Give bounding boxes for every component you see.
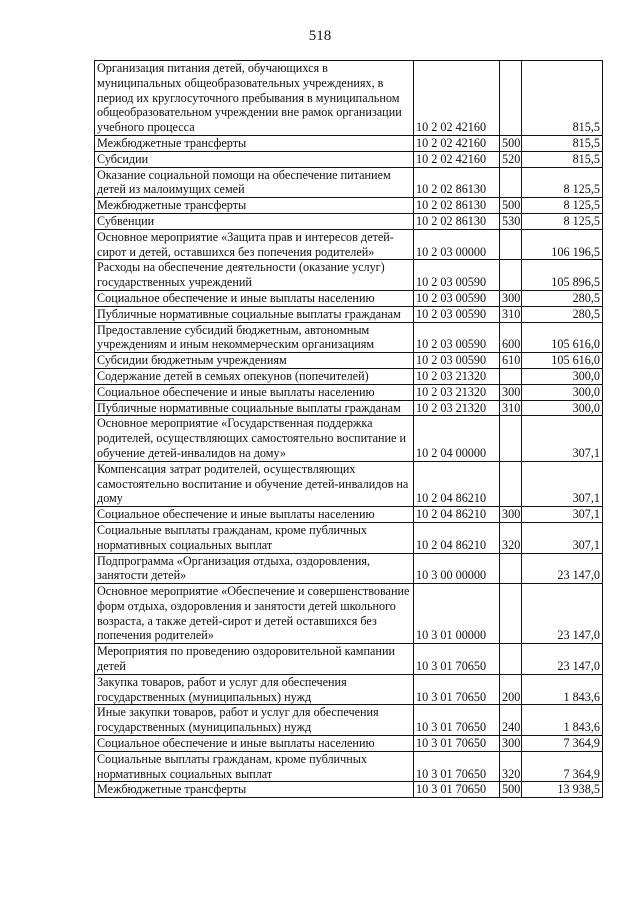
row-name-cell: Содержание детей в семьях опекунов (попечителей): [95, 368, 414, 384]
row-name-cell: Социальное обеспечение и иные выплаты населению: [95, 384, 414, 400]
row-expense-type-cell: 610: [500, 353, 522, 369]
table-row: [95, 229, 603, 260]
row-amount-cell: 23 147,0: [522, 553, 603, 584]
row-name-cell: Социальные выплаты гражданам, кроме публичных нормативных социальных выплат: [95, 522, 414, 553]
table-row: [95, 61, 603, 136]
row-expense-type-cell: 320: [500, 522, 522, 553]
row-code-cell: 10 2 04 86210: [414, 522, 500, 553]
row-amount-cell: 23 147,0: [522, 644, 603, 675]
row-amount-cell: 300,0: [522, 384, 603, 400]
row-expense-type-cell: 200: [500, 674, 522, 705]
row-expense-type-cell: 300: [500, 507, 522, 523]
table-row: [95, 400, 603, 416]
table-row: [95, 322, 603, 353]
row-expense-type-cell: [500, 553, 522, 584]
row-name-cell: Межбюджетные трансферты: [95, 782, 414, 798]
row-amount-cell: 1 843,6: [522, 705, 603, 736]
row-amount-cell: 7 364,9: [522, 751, 603, 782]
row-amount-cell: 105 896,5: [522, 260, 603, 291]
row-amount-cell: 7 364,9: [522, 736, 603, 752]
row-amount-cell: 105 616,0: [522, 322, 603, 353]
table-row: [95, 368, 603, 384]
row-code-cell: 10 3 01 70650: [414, 782, 500, 798]
table-row: [95, 260, 603, 291]
row-expense-type-cell: 600: [500, 322, 522, 353]
row-amount-cell: 1 843,6: [522, 674, 603, 705]
row-name-cell: Иные закупки товаров, работ и услуг для обеспечения государственных (муниципальных) нужд: [95, 705, 414, 736]
table-row: [95, 507, 603, 523]
row-expense-type-cell: [500, 368, 522, 384]
row-expense-type-cell: 500: [500, 198, 522, 214]
row-expense-type-cell: 310: [500, 306, 522, 322]
budget-table: [94, 60, 603, 798]
row-name-cell: Компенсация затрат родителей, осуществляющих самостоятельно воспитание и обучение детей-инвалидов на дому: [95, 461, 414, 506]
row-code-cell: 10 3 00 00000: [414, 553, 500, 584]
row-expense-type-cell: 320: [500, 751, 522, 782]
row-name-cell: Основное мероприятие «Защита прав и интересов детей-сирот и детей, оставшихся без попечения родителей»: [95, 229, 414, 260]
table-row: [95, 705, 603, 736]
row-amount-cell: 307,1: [522, 507, 603, 523]
table-row: [95, 522, 603, 553]
table-row: [95, 461, 603, 506]
row-amount-cell: 307,1: [522, 461, 603, 506]
table-body: [95, 61, 603, 798]
row-code-cell: 10 2 03 21320: [414, 368, 500, 384]
row-name-cell: Социальное обеспечение и иные выплаты населению: [95, 736, 414, 752]
row-code-cell: 10 3 01 70650: [414, 674, 500, 705]
row-name-cell: Субсидии: [95, 151, 414, 167]
row-name-cell: Расходы на обеспечение деятельности (оказание услуг) государственных учреждений: [95, 260, 414, 291]
row-code-cell: 10 2 04 00000: [414, 416, 500, 461]
row-name-cell: Закупка товаров, работ и услуг для обеспечения государственных (муниципальных) нужд: [95, 674, 414, 705]
row-name-cell: Основное мероприятие «Обеспечение и совершенствование форм отдыха, оздоровления и занятости детей школьного возраста, а также детей-сирот и детей оставшихся без попечения родителей»: [95, 584, 414, 644]
row-code-cell: 10 2 03 00590: [414, 306, 500, 322]
row-code-cell: 10 2 04 86210: [414, 461, 500, 506]
table-row: [95, 553, 603, 584]
table-row: [95, 416, 603, 461]
row-amount-cell: 815,5: [522, 151, 603, 167]
row-code-cell: 10 3 01 70650: [414, 705, 500, 736]
row-code-cell: 10 2 03 21320: [414, 384, 500, 400]
row-code-cell: 10 2 02 86130: [414, 198, 500, 214]
row-name-cell: Социальные выплаты гражданам, кроме публичных нормативных социальных выплат: [95, 751, 414, 782]
row-name-cell: Социальное обеспечение и иные выплаты населению: [95, 290, 414, 306]
row-amount-cell: 307,1: [522, 416, 603, 461]
row-name-cell: Межбюджетные трансферты: [95, 135, 414, 151]
row-expense-type-cell: 300: [500, 384, 522, 400]
row-expense-type-cell: [500, 167, 522, 198]
row-name-cell: Социальное обеспечение и иные выплаты населению: [95, 507, 414, 523]
row-amount-cell: 815,5: [522, 135, 603, 151]
row-expense-type-cell: 300: [500, 290, 522, 306]
row-amount-cell: 8 125,5: [522, 198, 603, 214]
row-amount-cell: 105 616,0: [522, 353, 603, 369]
row-amount-cell: 8 125,5: [522, 167, 603, 198]
row-name-cell: Оказание социальной помощи на обеспечение питанием детей из малоимущих семей: [95, 167, 414, 198]
row-code-cell: 10 2 03 00590: [414, 290, 500, 306]
row-amount-cell: 300,0: [522, 400, 603, 416]
row-name-cell: Межбюджетные трансферты: [95, 198, 414, 214]
row-name-cell: Подпрограмма «Организация отдыха, оздоровления, занятости детей»: [95, 553, 414, 584]
table-row: [95, 353, 603, 369]
row-amount-cell: 13 938,5: [522, 782, 603, 798]
row-code-cell: 10 3 01 70650: [414, 736, 500, 752]
row-code-cell: 10 2 02 42160: [414, 151, 500, 167]
table-row: [95, 213, 603, 229]
row-name-cell: Организация питания детей, обучающихся в муниципальных общеобразовательных учреждениях, в период их круглосуточного пребывания в муниципальном общеобразовательном учреждении вне рамок организации учебного процесса: [95, 61, 414, 136]
row-expense-type-cell: 500: [500, 782, 522, 798]
table-row: [95, 167, 603, 198]
row-expense-type-cell: 500: [500, 135, 522, 151]
table-row: [95, 151, 603, 167]
table-row: [95, 782, 603, 798]
row-code-cell: 10 2 02 42160: [414, 135, 500, 151]
row-code-cell: 10 2 02 86130: [414, 213, 500, 229]
row-expense-type-cell: [500, 416, 522, 461]
table-row: [95, 584, 603, 644]
row-expense-type-cell: [500, 644, 522, 675]
row-code-cell: 10 2 03 00590: [414, 260, 500, 291]
row-code-cell: 10 3 01 70650: [414, 751, 500, 782]
row-expense-type-cell: 530: [500, 213, 522, 229]
row-name-cell: Субсидии бюджетным учреждениям: [95, 353, 414, 369]
table-row: [95, 674, 603, 705]
table-row: [95, 384, 603, 400]
row-expense-type-cell: [500, 260, 522, 291]
row-amount-cell: 23 147,0: [522, 584, 603, 644]
row-code-cell: 10 2 04 86210: [414, 507, 500, 523]
table-row: [95, 135, 603, 151]
row-name-cell: Публичные нормативные социальные выплаты гражданам: [95, 400, 414, 416]
table-row: [95, 306, 603, 322]
row-code-cell: 10 3 01 70650: [414, 644, 500, 675]
table-row: [95, 290, 603, 306]
row-name-cell: Основное мероприятие «Государственная поддержка родителей, осуществляющих самостоятельно воспитание и обучение детей-инвалидов на дому»: [95, 416, 414, 461]
row-name-cell: Мероприятия по проведению оздоровительной кампании детей: [95, 644, 414, 675]
row-expense-type-cell: 520: [500, 151, 522, 167]
row-amount-cell: 307,1: [522, 522, 603, 553]
row-code-cell: 10 2 03 00000: [414, 229, 500, 260]
table-row: [95, 751, 603, 782]
row-code-cell: 10 2 03 21320: [414, 400, 500, 416]
row-expense-type-cell: 310: [500, 400, 522, 416]
page-number: 518: [308, 28, 332, 44]
row-amount-cell: 8 125,5: [522, 213, 603, 229]
table-row: [95, 198, 603, 214]
row-code-cell: 10 3 01 00000: [414, 584, 500, 644]
row-code-cell: 10 2 02 42160: [414, 61, 500, 136]
row-expense-type-cell: [500, 229, 522, 260]
row-expense-type-cell: 300: [500, 736, 522, 752]
row-amount-cell: 106 196,5: [522, 229, 603, 260]
row-expense-type-cell: [500, 461, 522, 506]
row-code-cell: 10 2 02 86130: [414, 167, 500, 198]
row-amount-cell: 300,0: [522, 368, 603, 384]
row-name-cell: Публичные нормативные социальные выплаты гражданам: [95, 306, 414, 322]
row-name-cell: Субвенции: [95, 213, 414, 229]
row-code-cell: 10 2 03 00590: [414, 353, 500, 369]
row-expense-type-cell: 240: [500, 705, 522, 736]
row-amount-cell: 280,5: [522, 306, 603, 322]
row-name-cell: Предоставление субсидий бюджетным, автономным учреждениям и иным некоммерческим организациям: [95, 322, 414, 353]
row-expense-type-cell: [500, 584, 522, 644]
row-expense-type-cell: [500, 61, 522, 136]
table-row: [95, 736, 603, 752]
table-row: [95, 644, 603, 675]
row-code-cell: 10 2 03 00590: [414, 322, 500, 353]
row-amount-cell: 815,5: [522, 61, 603, 136]
row-amount-cell: 280,5: [522, 290, 603, 306]
